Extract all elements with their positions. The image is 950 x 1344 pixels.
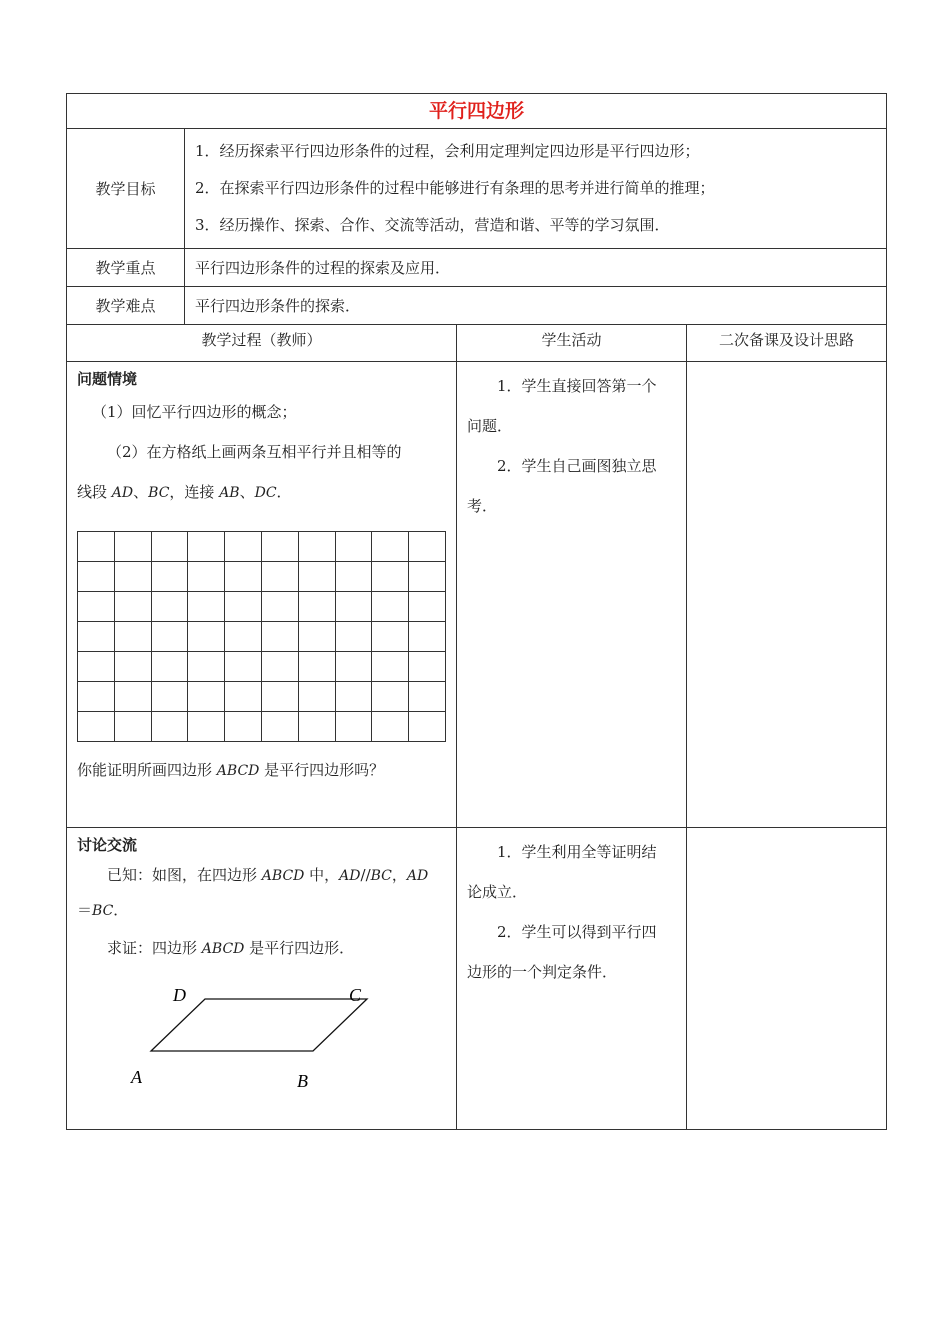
section2-given: 已知：如图，在四边形 ABCD 中，AD//BC，AD ＝BC． — [77, 866, 429, 919]
page-title: 平行四边形 — [429, 100, 525, 122]
grid-cell — [151, 652, 188, 682]
grid-cell — [298, 562, 335, 592]
section1-line3: 线段 AD、BC，连接 AB、DC． — [77, 483, 292, 501]
section2-title: 讨论交流 — [77, 836, 138, 854]
grid-cell — [78, 652, 115, 682]
grid-cell — [78, 712, 115, 742]
grid-cell — [261, 712, 298, 742]
grid-cell — [114, 682, 151, 712]
grid-row — [78, 532, 446, 562]
grid-cell — [188, 652, 225, 682]
grid-cell — [409, 532, 446, 562]
student-line: 2．学生可以得到平行四 — [497, 923, 657, 941]
student-line: 1．学生利用全等证明结 — [497, 843, 657, 861]
column-header-student: 学生活动 — [457, 325, 687, 362]
section1-title: 问题情境 — [77, 370, 138, 388]
section1-teacher — [67, 362, 457, 828]
grid-cell — [335, 622, 372, 652]
grid-cell — [151, 712, 188, 742]
grid-cell — [78, 622, 115, 652]
grid-row — [78, 652, 446, 682]
student-line: 考． — [467, 497, 498, 515]
vertex-label-d: D — [173, 985, 186, 1005]
difficulty-text: 平行四边形条件的探索． — [185, 287, 887, 325]
grid-row — [78, 712, 446, 742]
grid-cell — [298, 622, 335, 652]
section2-teacher — [67, 828, 457, 1130]
grid-cell — [335, 712, 372, 742]
grid-cell — [114, 652, 151, 682]
goals-label: 教学目标 — [67, 129, 185, 249]
grid-cell — [151, 562, 188, 592]
grid-cell — [114, 562, 151, 592]
grid-cell — [151, 682, 188, 712]
grid-cell — [151, 622, 188, 652]
grid-cell — [261, 532, 298, 562]
difficulty-label: 教学难点 — [67, 287, 185, 325]
grid-cell — [335, 652, 372, 682]
student-line: 论成立． — [467, 883, 528, 901]
grid-cell — [114, 622, 151, 652]
grid-cell — [225, 622, 262, 652]
title-row — [67, 94, 887, 129]
grid-cell — [261, 652, 298, 682]
grid-row — [78, 562, 446, 592]
parallelogram-figure — [77, 979, 446, 1103]
column-header-teacher: 教学过程（教师） — [67, 325, 457, 362]
grid-table — [77, 531, 446, 742]
grid-cell — [188, 712, 225, 742]
grid-cell — [372, 682, 409, 712]
goals-content — [185, 129, 887, 249]
grid-cell — [114, 532, 151, 562]
grid-cell — [151, 592, 188, 622]
grid-cell — [261, 562, 298, 592]
vertex-label-b: B — [297, 1071, 308, 1091]
parallelogram-svg — [77, 979, 437, 1099]
grid-paper — [77, 531, 446, 742]
grid-cell — [188, 532, 225, 562]
grid-cell — [225, 592, 262, 622]
grid-cell — [78, 532, 115, 562]
goal-item: 2．在探索平行四边形条件的过程中能够进行有条理的思考并进行简单的推理； — [195, 179, 715, 197]
grid-cell — [188, 592, 225, 622]
key-point-text: 平行四边形条件的过程的探索及应用． — [185, 249, 887, 287]
grid-cell — [372, 712, 409, 742]
grid-cell — [372, 562, 409, 592]
grid-row — [78, 622, 446, 652]
grid-cell — [188, 622, 225, 652]
student-line: 1．学生直接回答第一个 — [497, 377, 657, 395]
grid-row — [78, 592, 446, 622]
grid-cell — [261, 592, 298, 622]
goal-item: 3．经历操作、探索、合作、交流等活动，营造和谐、平等的学习氛围． — [195, 216, 670, 234]
grid-cell — [372, 592, 409, 622]
grid-cell — [261, 622, 298, 652]
grid-cell — [335, 532, 372, 562]
grid-cell — [298, 712, 335, 742]
grid-cell — [409, 712, 446, 742]
grid-cell — [372, 652, 409, 682]
grid-cell — [188, 682, 225, 712]
grid-cell — [78, 592, 115, 622]
grid-row — [78, 682, 446, 712]
section1-line1: （1）回忆平行四边形的概念； — [92, 403, 297, 421]
parallelogram-shape — [151, 999, 367, 1051]
section1-student — [457, 362, 687, 828]
grid-cell — [151, 532, 188, 562]
grid-cell — [298, 592, 335, 622]
key-point-label: 教学重点 — [67, 249, 185, 287]
student-line: 边形的一个判定条件． — [467, 963, 618, 981]
vertex-label-c: C — [349, 985, 362, 1005]
grid-cell — [225, 652, 262, 682]
column-header-notes: 二次备课及设计思路 — [687, 325, 887, 362]
grid-cell — [335, 592, 372, 622]
vertex-label-a: A — [131, 1067, 142, 1087]
grid-cell — [298, 682, 335, 712]
grid-cell — [225, 682, 262, 712]
section2-notes — [687, 828, 887, 1130]
grid-cell — [261, 682, 298, 712]
grid-cell — [225, 562, 262, 592]
grid-cell — [409, 652, 446, 682]
grid-cell — [409, 562, 446, 592]
grid-cell — [298, 532, 335, 562]
grid-cell — [225, 532, 262, 562]
section1-line2: （2）在方格纸上画两条互相平行并且相等的 — [107, 443, 402, 461]
section1-question: 你能证明所画四边形 ABCD 是平行四边形吗？ — [77, 761, 385, 779]
grid-cell — [78, 682, 115, 712]
grid-cell — [409, 682, 446, 712]
grid-cell — [114, 592, 151, 622]
grid-cell — [188, 562, 225, 592]
grid-cell — [409, 622, 446, 652]
grid-cell — [409, 592, 446, 622]
grid-cell — [335, 562, 372, 592]
lesson-table — [66, 93, 887, 1130]
student-line: 问题． — [467, 417, 513, 435]
section2-prove: 求证：四边形 ABCD 是平行四边形． — [107, 939, 355, 957]
goal-item: 1．经历探索平行四边形条件的过程，会利用定理判定四边形是平行四边形； — [195, 142, 700, 160]
grid-cell — [114, 712, 151, 742]
grid-cell — [335, 682, 372, 712]
section1-notes — [687, 362, 887, 828]
section2-student — [457, 828, 687, 1130]
grid-cell — [372, 532, 409, 562]
grid-cell — [372, 622, 409, 652]
grid-cell — [78, 562, 115, 592]
grid-cell — [225, 712, 262, 742]
student-line: 2．学生自己画图独立思 — [497, 457, 657, 475]
grid-cell — [298, 652, 335, 682]
